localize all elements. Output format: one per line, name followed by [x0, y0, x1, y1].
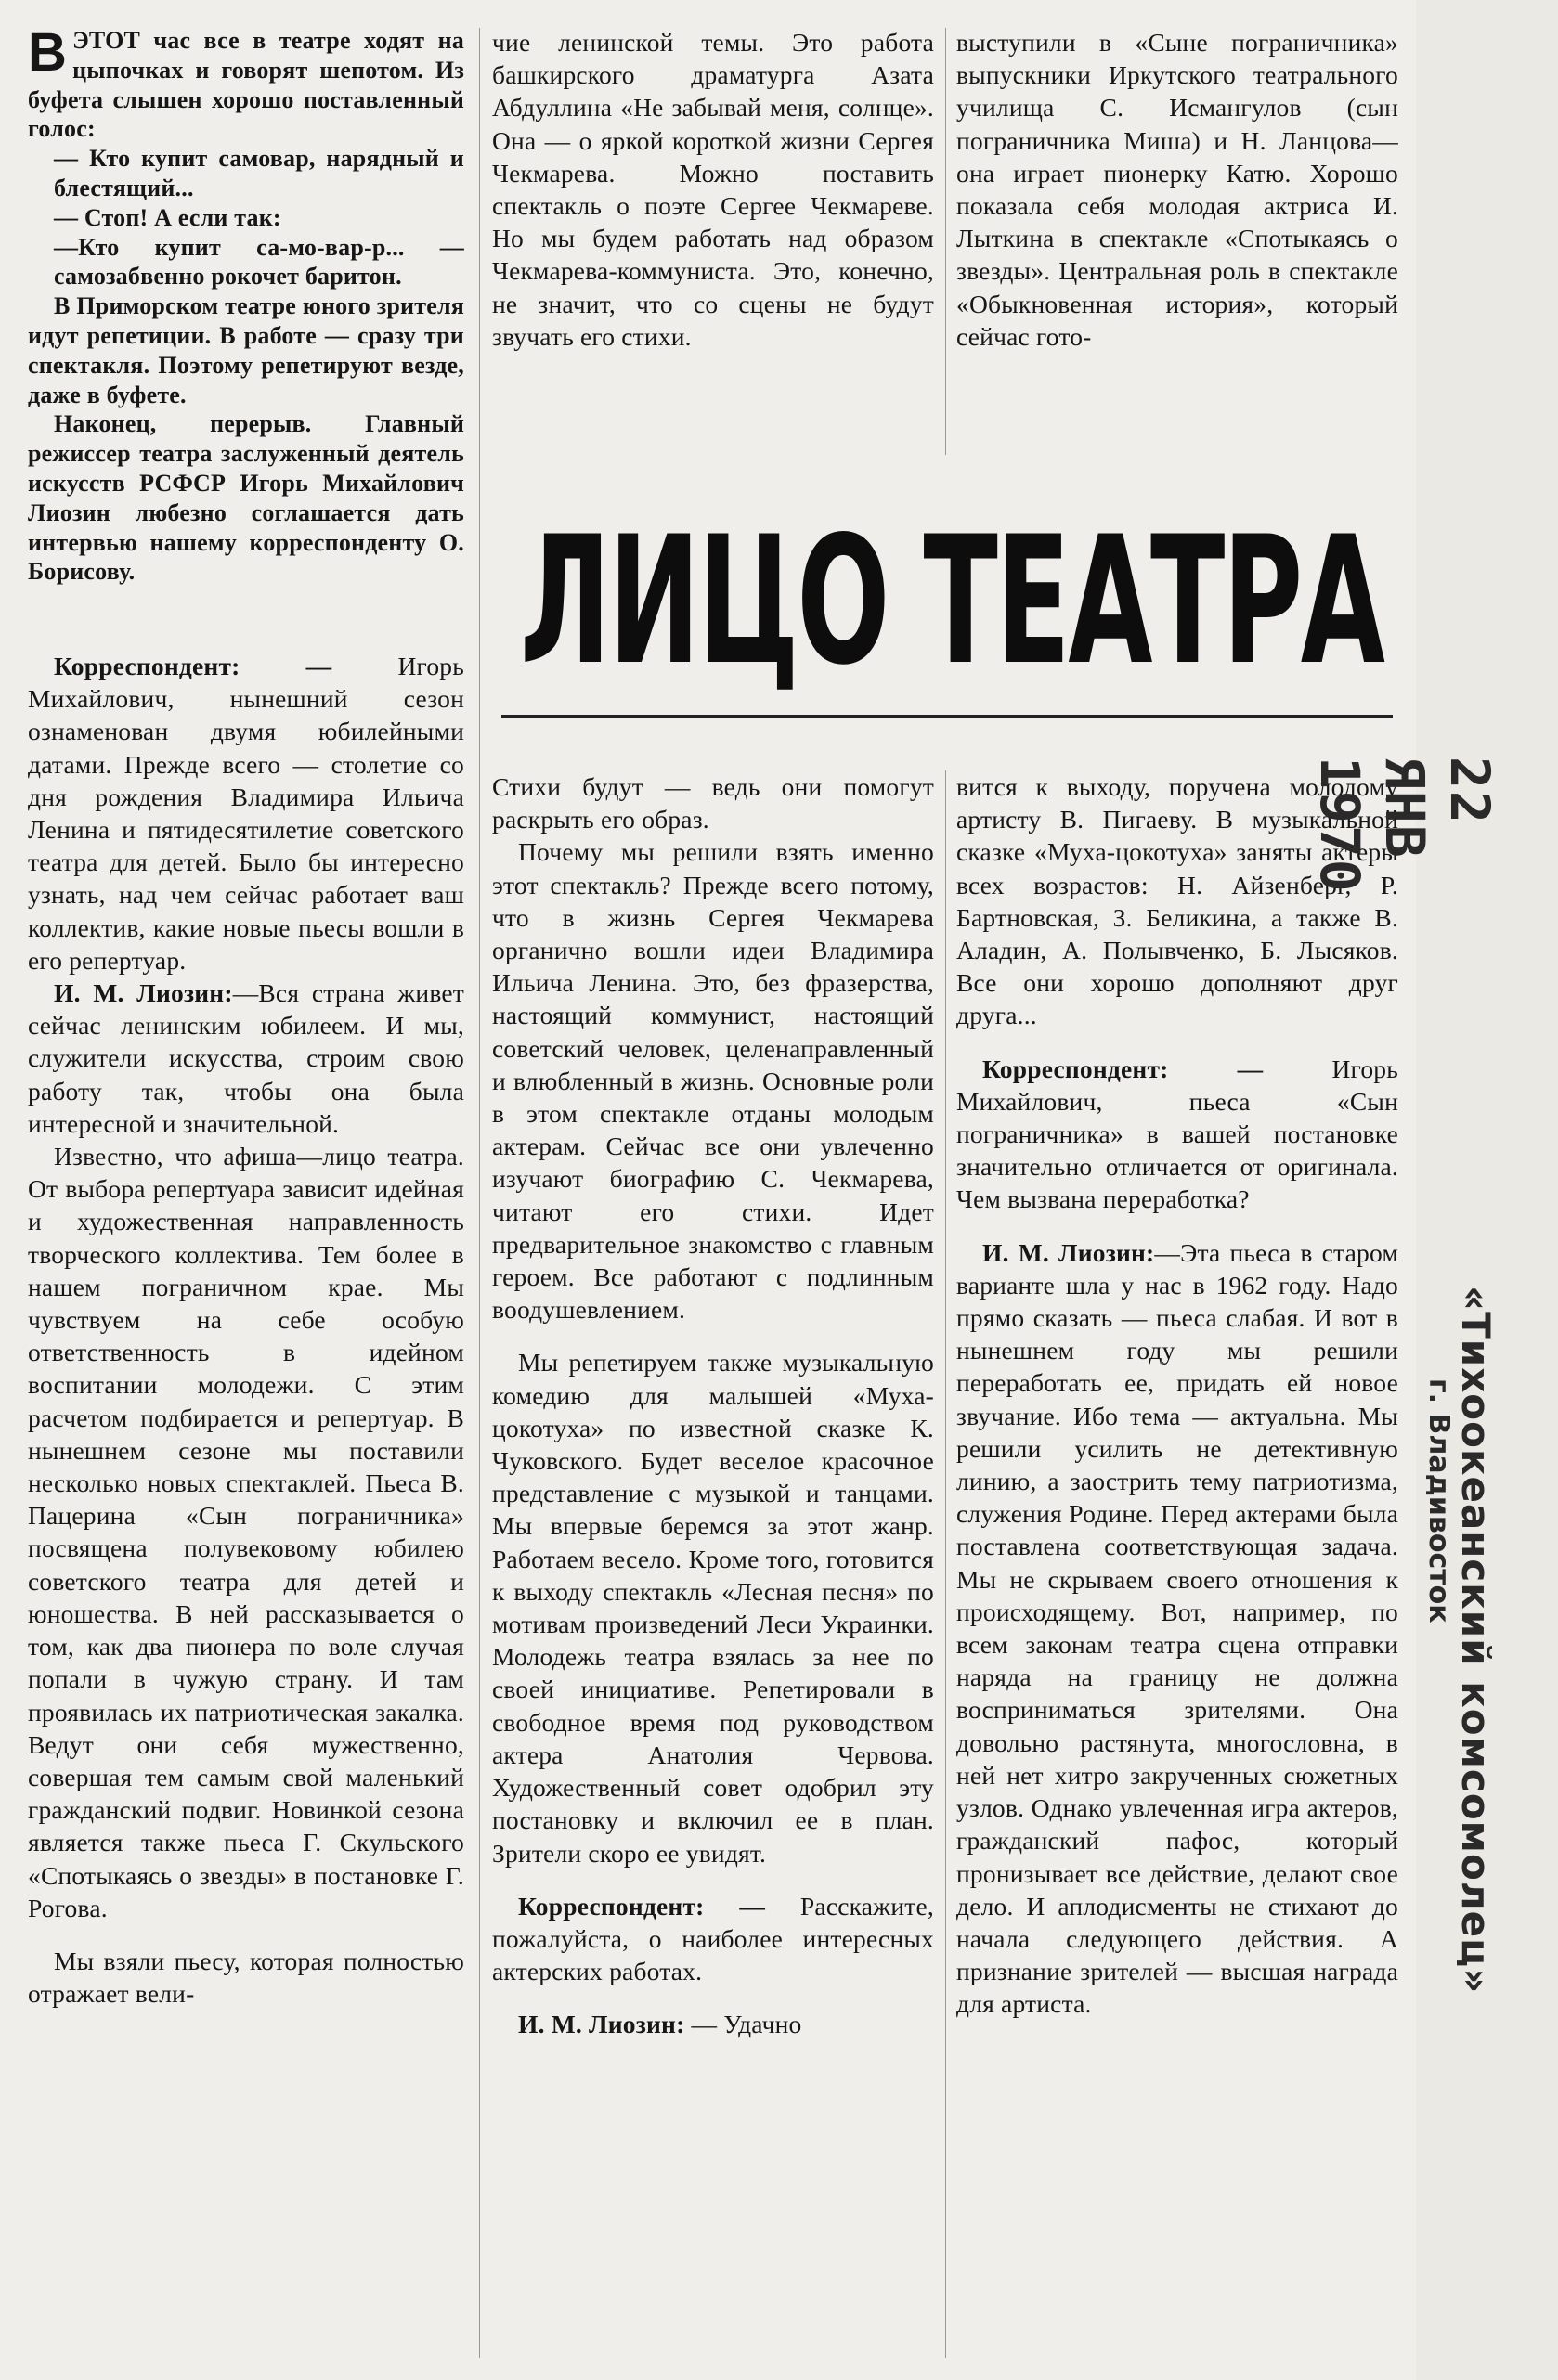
body-paragraph: Почему мы решили взять именно этот спектакль? Прежде всего потому, что в жизнь Сергея Чекмарева органично вошли идеи Владимира Ильича Ленина. Это, без фразерства, настоящий коммунист, настоящий советский человек, целенаправленный и влюбленный в жизнь. Основные роли в этом спектакле отданы молодым актерам. Сейчас все они увлеченно изучают биографию С. Чекмарева, читают его стихи. Идет предварительное знакомство с главным героем. Все работают с подлинным воодушевлением.: [492, 837, 934, 1325]
speaker-liozin: И. М. Лиозин:: [982, 1237, 1155, 1267]
intro-dialogue-line: —Кто купит са-мо-вар-р... — самозабвенно рокочет баритон.: [54, 233, 464, 291]
body-paragraph: Известно, что афиша—лицо театра. От выбора репертуара зависит идейная и художественная направленность творческого коллектива. Тем более в нашем пограничном крае. Мы чувствуем на себе особую ответственность в идейном воспитании молодежи. С этим расчетом подбирается и репертуар. В нынешнем сезоне мы поставили несколько новых спектаклей. Пьеса В. Пацерина «Сын пограничника» посвящена полувековому юбилею советского театра для детей и юношества. В ней рассказывается о том, как два пионера по воле случая попали в чужую страну. И там проявилась их патриотическая закалка. Ведут они себя мужественно, совершая тем самым свой маленький гражданский подвиг. Новинкой сезона является также пьеса Г. Скульского «Спотыкаясь о звезды» в постановке Г. Рогова.: [28, 1142, 464, 1922]
intro-column: [28, 22, 464, 587]
body-paragraph: вится к выходу, поручена молодому артисту В. Пигаеву. В музыкальной сказке «Муха-цокотуха» заняты актеры всех возрастов: Н. Айзенберг, Р. Бартновская, З. Беликина, а также В. Аладин, А. Полывченко, Б. Лысяков. Все они хорошо дополняют друг друга...: [956, 772, 1398, 1030]
body-paragraph: выступили в «Сыне пограничника» выпускники Иркутского театрального училища С. Исмангулов (сын пограничника Миша) и Н. Ланцова—она играет пионерку Катю. Хорошо показала себя молодая актриса И. Лыткина в спектакле «Спотыкаясь о звезды». Центральная роль в спектакле «Обыкновенная история», который сейчас гото-: [956, 28, 1398, 351]
answer-paragraph: И. М. Лиозин:—Эта пьеса в старом варианте шла у нас в 1962 году. Надо прямо сказать — пьеса слабая. И вот в нынешнем году мы решили переработать ее, придать ей новое звучание. Ибо тема — актуальна. Мы решили усилить не детективную линию, а заострить тему патриотизма, служения Родине. Перед актерами была поставлена соответствующая задача. Мы не скрываем своего отношения к происходящему. Вот, например, по всем законам театра сцена отправки наряда на границу не должна восприниматься зрителями. Она довольно растянута, многословна, в ней нет хитро закрученных сюжетных узлов. Однако увлеченная игра актеров, гражданский пафос, который пронизывает все действие, делают свое дело. И аплодисменты не стихают до начала следующего действия. А признание зрителей — высшая награда для артиста.: [956, 1237, 1398, 2019]
headline-underline: [501, 715, 1393, 718]
body-paragraph: Мы взяли пьесу, которая полностью отражает вели-: [28, 1946, 464, 2009]
body-paragraph: Стихи будут — ведь они помогут раскрыть его образ.: [492, 772, 934, 834]
speaker-correspondent: Корреспондент: —: [982, 1054, 1264, 1083]
column-2-bottom: [492, 770, 934, 2041]
intro-paragraph: ВЭТОТ час все в театре ходят на цыпочках и говорят шепотом. Из буфета слышен хорошо поставленный голос:: [28, 22, 464, 143]
speaker-correspondent: Корреспондент: —: [518, 1891, 766, 1921]
drop-cap: В: [28, 22, 68, 83]
column-3-top: [956, 26, 1398, 353]
speaker-liozin: И. М. Лиозин:: [54, 978, 233, 1008]
intro-dialogue-line: — Стоп! А если так:: [54, 203, 281, 231]
speaker-correspondent: Корреспондент: —: [54, 652, 332, 680]
column-divider: [945, 770, 946, 2358]
column-divider: [945, 28, 946, 455]
question-paragraph: Корреспондент: — Игорь Михайлович, нынешний сезон ознаменован двумя юбилейными датами. Прежде всего — столетие со дня рождения Владимира Ильича Ленина и пятидесятилетие советского театра для детей. Было бы интересно узнать, над чем сейчас работает ваш коллектив, какие новые пьесы вошли в его репертуар.: [28, 652, 464, 975]
question-paragraph: Корреспондент: — Расскажите, пожалуйста, о наиболее интересных актерских работах.: [492, 1891, 934, 1986]
newspaper-name-stamp: «Тихоокеанский комсомолец»: [1453, 1286, 1499, 1995]
answer-paragraph: И. М. Лиозин:—Вся страна живет сейчас ленинским юбилеем. И мы, служители искусства, строим свою работу так, чтобы она была интересной и значительной.: [28, 978, 464, 1138]
headline: ЛИЦО ТЕАТРА: [520, 498, 1383, 704]
speaker-liozin: И. М. Лиозин:: [518, 2010, 685, 2039]
question-paragraph: Корреспондент: — Игорь Михайлович, пьеса «Сын пограничника» в вашей постановке значительно отличается от оригинала. Чем вызвана переработка?: [956, 1054, 1398, 1214]
column-divider: [479, 28, 480, 2358]
intro-dialogue-line: — Кто купит самовар, нарядный и блестящий...: [54, 145, 464, 201]
column-3-bottom: [956, 770, 1398, 2021]
answer-paragraph: И. М. Лиозин: — Удачно: [518, 2010, 802, 2039]
date-stamp: 22 ЯНВ 1970: [1308, 757, 1501, 894]
intro-paragraph: В Приморском театре юного зрителя идут репетиции. В работе — сразу три спектакля. Поэтому репетируют везде, даже в буфете.: [28, 292, 464, 408]
intro-paragraph: Наконец, перерыв. Главный режиссер театра заслуженный деятель искусств РСФСР Игорь Михайлович Лиозин любезно соглашается дать интервью нашему корреспонденту О. Борисову.: [28, 410, 464, 586]
city-stamp: г. Владивосток: [1422, 1378, 1455, 1623]
body-paragraph: Мы репетируем также музыкальную комедию для малышей «Муха-цокотуха» по известной сказке К. Чуковского. Будет веселое красочное представление с музыкой и танцами. Мы впервые беремся за этот жанр. Работаем весело. Кроме того, готовится к выходу спектакль «Лесная песня» по мотивам произведений Леси Украинки. Молодежь театра взялась за нее по своей инициативе. Репетировали в свободное время под руководством актера Анатолия Червова. Художественный совет одобрил эту постановку и включил ее в план. Зрители скоро ее увидят.: [492, 1348, 934, 1868]
column-2-top: [492, 26, 934, 353]
interview-column-1: [28, 650, 464, 2010]
body-paragraph: чие ленинской темы. Это работа башкирского драматурга Азата Абдуллина «Не забывай меня, солнце». Она — о яркой короткой жизни Сергея Чекмарева. Можно поставить спектакль о поэте Сергее Чекмареве. Но мы будем работать над образом Чекмарева-коммуниста. Это, конечно, не значит, что со сцены не будут звучать его стихи.: [492, 28, 934, 351]
